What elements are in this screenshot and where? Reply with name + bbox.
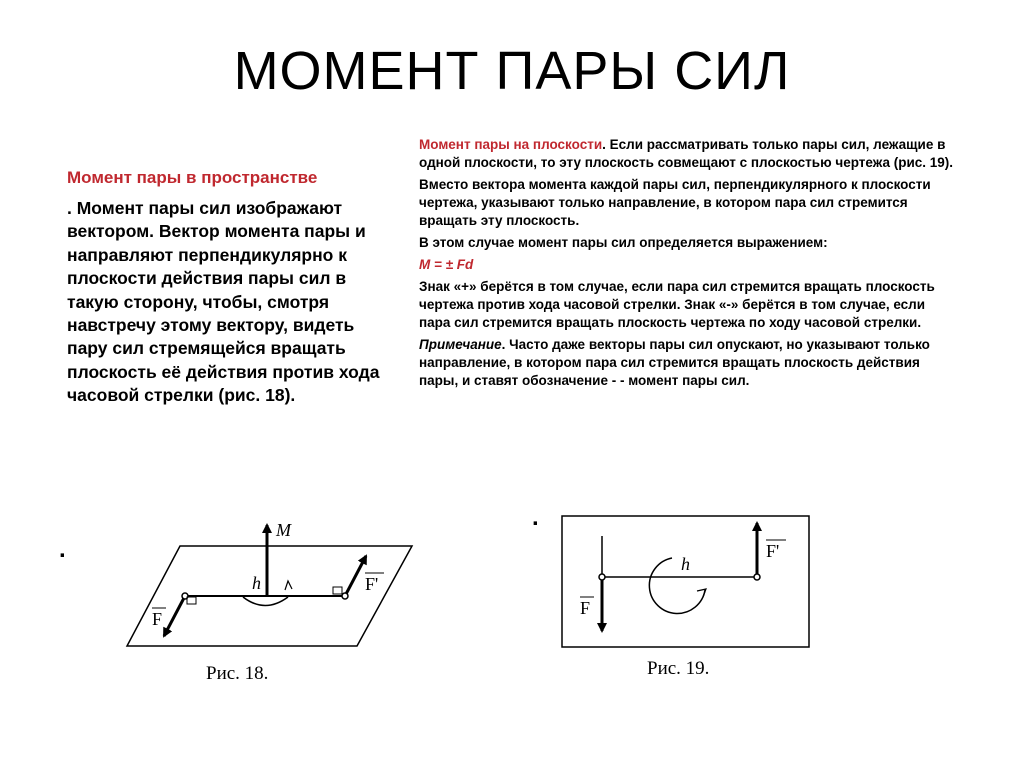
- fig18-rotation-arc: [243, 597, 288, 606]
- right-paragraph-2: Вместо вектора момента каждой пары сил, перпендикулярного к плоскости чертежа, указывают только направление, в котором пара сил стремится вращать эту плоскость.: [419, 177, 931, 228]
- bullet-right: .: [532, 504, 539, 531]
- fig19-label-fprime: F': [766, 541, 780, 561]
- right-paragraph-3: В этом случае момент пары сил определяется выражением:: [419, 235, 828, 250]
- left-heading: Момент пары в пространстве: [67, 168, 318, 187]
- fig19-frame: [562, 516, 809, 647]
- fig18-point-b: [342, 593, 348, 599]
- right-paragraph-5-text: . Часто даже векторы пары сил опускают, но указывают только направление, в котором пара сил стремится вращать плоскость действия пары, и ставят обозначение - - момент пары сил.: [419, 337, 930, 388]
- fig18-label-h: h: [252, 573, 261, 593]
- plane-moment-heading: Момент пары на плоскости: [419, 137, 603, 152]
- fig18-label-fprime: F': [365, 574, 379, 594]
- left-body-text: . Момент пары сил изображают вектором. Вектор момента пары и направляют перпендикулярно к плоскости действия пары сил в такую сторону, чтобы, смотря навстречу этому вектору, видеть пару сил стремящейся вращать плоскость её действия против хода часовой стрелки (рис. 18).: [67, 198, 380, 406]
- fig18-right-angle-b: [333, 587, 342, 594]
- fig19-label-h: h: [681, 554, 690, 574]
- fig18-force-f: [164, 596, 185, 636]
- right-paragraph-4: Знак «+» берётся в том случае, если пара сил стремится вращать плоскость чертежа против хода часовой стрелки. Знак «-» берётся в том случае, если пара сил стремится вращать плоскость чертежа по ходу часовой стрелки.: [419, 279, 935, 330]
- note-label: Примечание: [419, 337, 502, 352]
- fig18-label-f: F: [152, 609, 163, 629]
- fig19-caption: Рис. 19.: [647, 658, 710, 679]
- fig19-rotation-arc: [649, 558, 705, 613]
- fig19-label-f: F: [580, 598, 591, 618]
- fig18-label-m: M: [276, 520, 291, 540]
- fig18-rotation-arrow-icon: [285, 581, 292, 590]
- fig19-point-a: [599, 574, 605, 580]
- fig19-point-b: [754, 574, 760, 580]
- fig18-right-angle-a: [187, 597, 196, 604]
- right-paragraph-1-text: . Если рассматривать только пары сил, лежащие в одной плоскости, то эту плоскость совмещают с плоскостью чертежа (рис. 19).: [419, 137, 954, 170]
- formula: M = ± Fd: [419, 257, 474, 272]
- fig18-caption: Рис. 18.: [206, 663, 269, 684]
- page-title: МОМЕНТ ПАРЫ СИЛ: [233, 41, 791, 101]
- fig18-force-fprime: [345, 556, 366, 596]
- bullet-left: .: [59, 536, 66, 563]
